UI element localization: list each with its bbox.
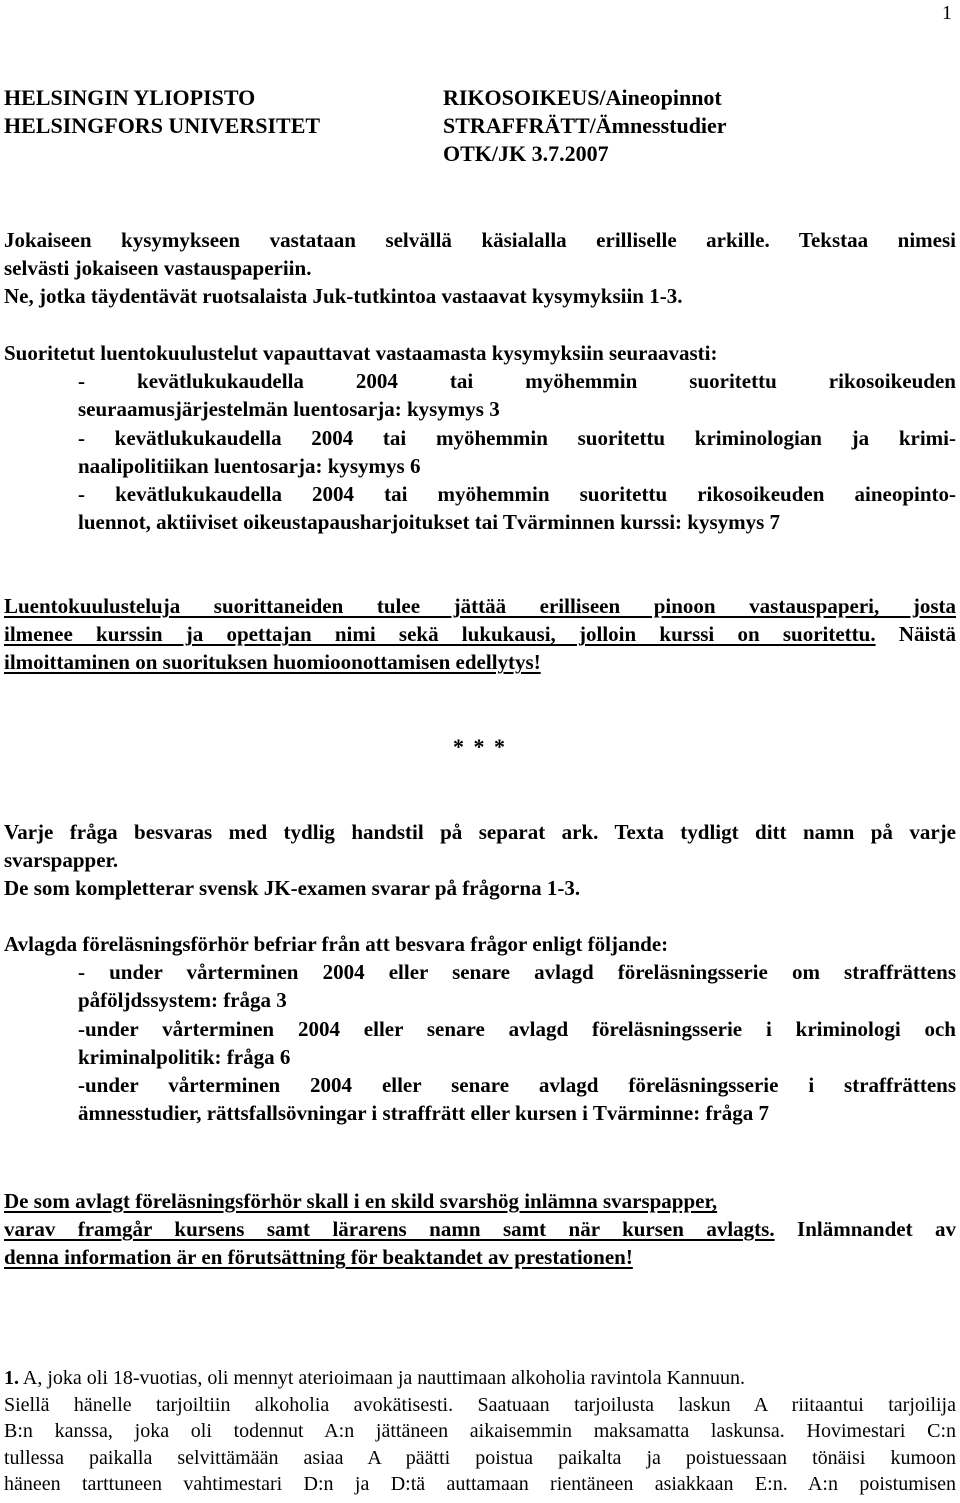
sv-exemption-line: - under vårterminen 2004 eller senare avlagd föreläsningsserie om straffrättens bbox=[78, 960, 956, 985]
question-1 bbox=[4, 1365, 956, 1498]
fi-exemption-line: luennot, aktiiviset oikeustapausharjoitukset tai Tvärminnen kurssi: kysymys 7 bbox=[78, 510, 781, 535]
fi-exemptions bbox=[4, 339, 956, 536]
fi-intro-line: Ne, jotka täydentävät ruotsalaista Juk-tutkintoa vastaavat kysymyksiin 1-3. bbox=[4, 284, 683, 309]
sv-exemption-item bbox=[4, 958, 956, 1014]
fi-exemption-line: - kevätlukukaudella 2004 tai myöhemmin suoritettu kriminologian ja krimi- bbox=[78, 425, 956, 450]
sv-exemption-item bbox=[4, 1015, 956, 1071]
fi-exemption-item bbox=[4, 367, 956, 423]
sv-notice-line: denna information är en förutsättning för beaktandet av prestationen! bbox=[4, 1245, 633, 1270]
fi-exemption-line: seuraamusjärjestelmän luentosarja: kysymys 3 bbox=[78, 397, 500, 422]
sv-exemption-item bbox=[4, 1071, 956, 1127]
university-name-sv: HELSINGFORS UNIVERSITET bbox=[4, 113, 321, 138]
fi-exemptions-heading: Suoritetut luentokuulustelut vapauttavat vastaamasta kysymyksiin seuraavasti: bbox=[4, 341, 718, 365]
question-text: A, joka oli 18-vuotias, oli mennyt aterioimaan ja nauttimaan alkoholia ravintola Kannuun. bbox=[19, 1367, 745, 1389]
course-header bbox=[443, 84, 727, 168]
question-line: B:n kanssa, joka oli todennut A:n jättäneen aikaisemmin maksamatta laskunsa. Hovimestari C:n bbox=[4, 1420, 956, 1443]
question-number: 1. bbox=[4, 1367, 19, 1389]
sv-exemption-line: -under vårterminen 2004 eller senare avlagd föreläsningsserie i straffrättens bbox=[78, 1073, 956, 1098]
sv-intro-line: Varje fråga besvaras med tydlig handstil på separat ark. Texta tydligt ditt namn på varje bbox=[4, 820, 956, 844]
course-name-fi: RIKOSOIKEUS/Aineopinnot bbox=[443, 85, 722, 110]
sv-exemptions bbox=[4, 930, 956, 1127]
fi-notice-line: Luentokuulusteluja suorittaneiden tulee jättää erilliseen pinoon vastauspaperi, josta bbox=[4, 594, 956, 618]
fi-notice bbox=[4, 592, 956, 677]
fi-exemption-line: - kevätlukukaudella 2004 tai myöhemmin suoritettu rikosoikeuden bbox=[78, 369, 956, 394]
sv-intro-line: De som kompletterar svensk JK-examen svarar på frågorna 1-3. bbox=[4, 876, 581, 901]
fi-intro bbox=[4, 226, 956, 311]
sv-intro bbox=[4, 818, 956, 903]
fi-notice-plain: Näistä bbox=[898, 622, 956, 647]
question-line: häneen tarttuneen vahtimestari D:n ja D:tä auttamaan rientäneen asiakkaan E:n. A:n poistumisen bbox=[4, 1473, 956, 1496]
sv-exemption-line: ämnesstudier, rättsfallsövningar i straffrätt eller kursen i Tvärminne: fråga 7 bbox=[78, 1101, 770, 1126]
page-number: 1 bbox=[942, 2, 952, 24]
fi-intro-line: Jokaiseen kysymykseen vastataan selvällä käsialalla erilliselle arkille. Tekstaa nimesi bbox=[4, 228, 956, 252]
fi-notice-underlined: ilmenee kurssin ja opettajan nimi sekä lukukausi, jolloin kurssi on suoritettu. bbox=[4, 622, 876, 647]
exam-date: OTK/JK 3.7.2007 bbox=[443, 141, 609, 166]
fi-exemption-line: naalipolitiikan luentosarja: kysymys 6 bbox=[78, 453, 421, 478]
fi-notice-line bbox=[4, 620, 956, 648]
sv-notice-underlined: varav framgår kursens samt lärarens namn samt när kursen avlagts. bbox=[4, 1217, 775, 1242]
university-header bbox=[4, 84, 320, 140]
sv-exemption-line: påföljdssystem: fråga 3 bbox=[78, 988, 287, 1013]
sv-notice-line: De som avlagt föreläsningsförhör skall i en skild svarshög inlämna svarspapper, bbox=[4, 1189, 718, 1213]
fi-intro-line: selvästi jokaiseen vastauspaperiin. bbox=[4, 256, 312, 281]
course-name-sv: STRAFFRÄTT/Ämnesstudier bbox=[443, 113, 727, 138]
sv-notice bbox=[4, 1187, 956, 1272]
sv-intro-line: svarspapper. bbox=[4, 848, 119, 873]
question-line: tullessa paikalla selvittämään asiaa A päätti poistua paikalta ja poistuessaan tönäisi kumoon bbox=[4, 1446, 956, 1469]
university-name-fi: HELSINGIN YLIOPISTO bbox=[4, 85, 256, 110]
fi-notice-line: ilmoittaminen on suorituksen huomioonottamisen edellytys! bbox=[4, 650, 541, 675]
fi-exemption-item bbox=[4, 480, 956, 536]
sv-exemption-line: -under vårterminen 2004 eller senare avlagd föreläsningsserie i kriminologi och bbox=[78, 1016, 956, 1041]
sv-notice-line bbox=[4, 1215, 956, 1243]
sv-notice-plain: Inlämnandet av bbox=[797, 1217, 957, 1242]
question-line: Siellä hänelle tarjoiltiin alkoholia avokätisesti. Saatuaan tarjoilusta laskun A riitaantui tarjoilija bbox=[4, 1393, 956, 1416]
sv-exemption-line: kriminalpolitik: fråga 6 bbox=[78, 1044, 291, 1069]
section-separator: * * * bbox=[453, 734, 507, 759]
question-line bbox=[4, 1365, 956, 1392]
fi-exemption-item bbox=[4, 424, 956, 480]
fi-exemption-line: - kevätlukukaudella 2004 tai myöhemmin suoritettu rikosoikeuden aineopinto- bbox=[78, 482, 956, 507]
sv-exemptions-heading: Avlagda föreläsningsförhör befriar från att besvara frågor enligt följande: bbox=[4, 932, 669, 956]
